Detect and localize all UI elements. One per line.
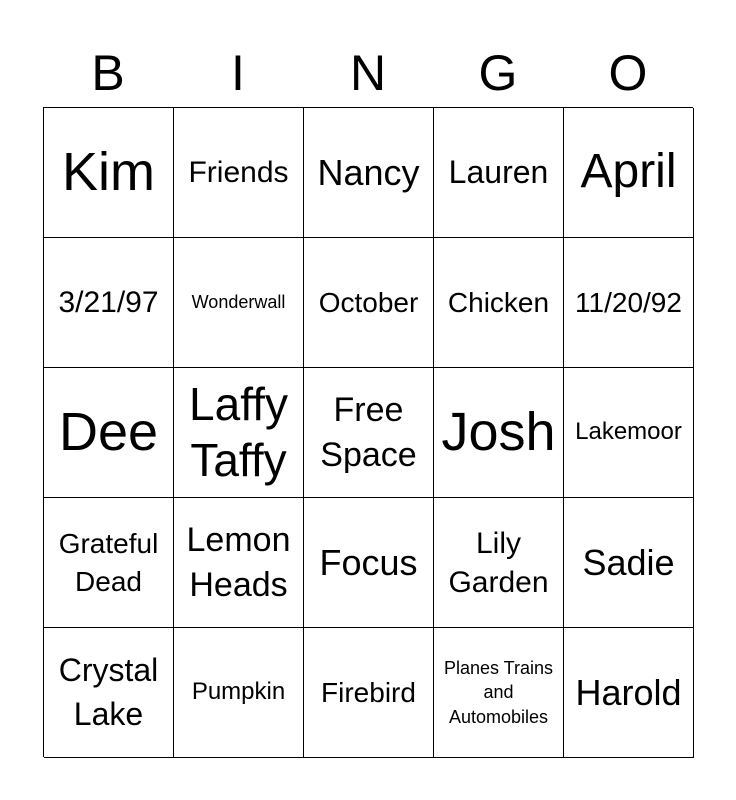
bingo-cell[interactable] — [304, 498, 434, 628]
header-letter-i: I — [231, 45, 245, 101]
cell-text: Firebird — [321, 677, 416, 708]
header-letter-n: N — [349, 45, 387, 101]
bingo-cell[interactable] — [44, 238, 174, 368]
header-letter-g: G — [478, 45, 518, 101]
bingo-cell[interactable] — [564, 368, 694, 498]
bingo-cell[interactable] — [564, 108, 694, 238]
cell-text: 11/20/92 — [575, 287, 682, 318]
bingo-cell[interactable] — [564, 238, 694, 368]
cell-text: 3/21/97 — [58, 285, 159, 319]
cell-text: October — [318, 287, 419, 318]
bingo-cell[interactable] — [174, 368, 304, 498]
cell-text: Sadie — [582, 541, 675, 583]
bingo-cell[interactable] — [174, 628, 304, 758]
cell-text: Crystal Lake — [58, 652, 159, 732]
cell-text: Pumpkin — [191, 678, 286, 706]
cell-text: Friends — [188, 155, 289, 189]
bingo-cell free-space-cell[interactable] — [304, 368, 434, 498]
bingo-grid — [43, 107, 693, 757]
bingo-cell[interactable] — [174, 498, 304, 628]
cell-text: Wonderwall — [191, 292, 286, 313]
cell-text: Lemon Heads — [186, 521, 291, 604]
cell-text: Laffy Taffy — [189, 378, 288, 486]
cell-text: Kim — [62, 142, 155, 203]
cell-text: Harold — [575, 671, 682, 713]
bingo-cell[interactable] — [174, 238, 304, 368]
cell-text: Free Space — [320, 391, 417, 474]
bingo-cell[interactable] — [44, 628, 174, 758]
bingo-cell[interactable] — [564, 498, 694, 628]
cell-text: Dee — [58, 402, 159, 463]
bingo-cell[interactable] — [304, 628, 434, 758]
header-letter-b: B — [91, 45, 125, 101]
bingo-cell[interactable] — [434, 368, 564, 498]
cell-text: April — [580, 145, 677, 199]
bingo-cell[interactable] — [434, 628, 564, 758]
bingo-cell[interactable] — [434, 108, 564, 238]
bingo-cell[interactable] — [564, 628, 694, 758]
header-letter-o: O — [608, 45, 648, 101]
bingo-cell[interactable] — [434, 238, 564, 368]
bingo-cell[interactable] — [304, 108, 434, 238]
bingo-header — [43, 40, 693, 106]
cell-text: Josh — [441, 402, 556, 463]
bingo-cell[interactable] — [304, 238, 434, 368]
bingo-cell[interactable] — [44, 108, 174, 238]
cell-text: Planes Trains and Automobiles — [443, 658, 554, 727]
bingo-cell[interactable] — [174, 108, 304, 238]
bingo-cell[interactable] — [44, 498, 174, 628]
cell-text: Lauren — [448, 154, 549, 191]
cell-text: Lakemoor — [575, 418, 682, 446]
cell-text: Focus — [319, 541, 418, 583]
cell-text: Grateful Dead — [58, 527, 159, 597]
cell-text: Chicken — [447, 287, 550, 318]
cell-text: Nancy — [317, 151, 420, 193]
cell-text: Lily Garden — [448, 526, 549, 599]
bingo-cell[interactable] — [44, 368, 174, 498]
bingo-cell[interactable] — [434, 498, 564, 628]
